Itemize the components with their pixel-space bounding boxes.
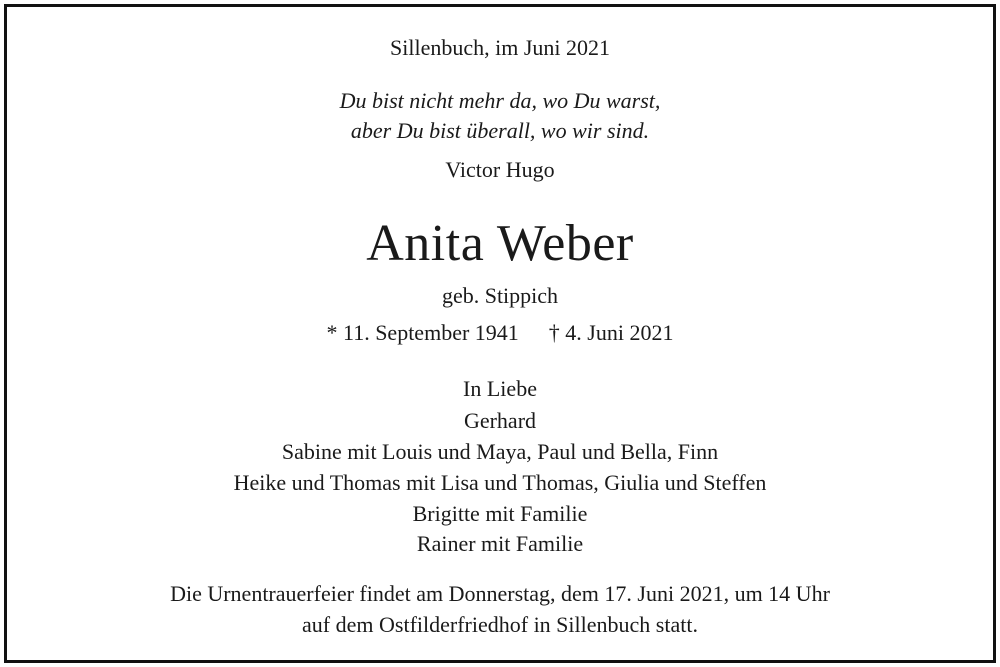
deceased-name: Anita Weber [366, 215, 634, 272]
mourner-line: Gerhard [463, 408, 537, 433]
life-dates [0, 322, 1000, 344]
mourner-line: Sabine mit Louis und Maya, Paul und Bella, Finn [281, 439, 719, 464]
ceremony-line-2: auf dem Ostfilderfriedhof in Sillenbuch statt. [302, 612, 698, 637]
mourner-line: Rainer mit Familie [416, 531, 584, 556]
maiden-name: geb. Stippich [441, 283, 559, 308]
mourner-line: Heike und Thomas mit Lisa und Thomas, Giulia und Steffen [233, 470, 767, 495]
quote-line-2: aber Du bist überall, wo wir sind. [350, 118, 650, 143]
birth-date: * 11. September 1941 [326, 320, 519, 345]
quote-author: Victor Hugo [445, 157, 555, 182]
ceremony-line-1: Die Urnentrauerfeier findet am Donnerstag, dem 17. Juni 2021, um 14 Uhr [170, 581, 830, 606]
mourners-intro: In Liebe [463, 376, 537, 401]
place-date: Sillenbuch, im Juni 2021 [390, 35, 610, 60]
mourner-line: Brigitte mit Familie [412, 501, 588, 526]
quote-line-1: Du bist nicht mehr da, wo Du warst, [339, 88, 661, 113]
death-date: † 4. Juni 2021 [548, 320, 674, 345]
